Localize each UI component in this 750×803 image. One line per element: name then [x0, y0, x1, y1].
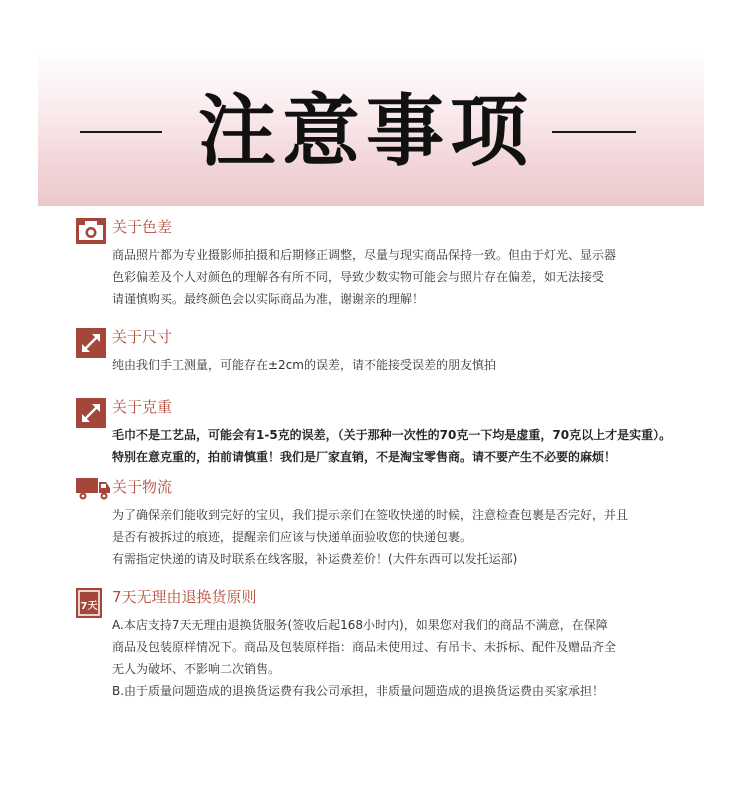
- section-body: [112, 614, 692, 702]
- header-banner: [38, 48, 704, 206]
- title-divider-right: [552, 131, 636, 133]
- resize-arrow-icon: [76, 328, 106, 358]
- section-line: 商品及包装原样情况下。商品及包装原样指：商品未使用过、有吊卡、未拆标、配件及赠品齐全: [112, 640, 617, 654]
- section-line: 无人为破坏、不影响二次销售。: [112, 662, 281, 676]
- section-line: 纯由我们手工测量，可能存在±2cm的误差，请不能接受误差的朋友慎拍: [112, 358, 496, 372]
- camera-icon: [76, 218, 106, 244]
- section-body: [112, 424, 692, 468]
- seven-day-icon-label: 7天: [80, 601, 98, 612]
- section-line: 毛巾不是工艺品，可能会有1-5克的误差，（关于那种一次性的70克一下均是虚重，70克以上才是实重）。: [112, 428, 672, 442]
- section-heading: 关于物流: [112, 478, 173, 496]
- section-line: 色彩偏差及个人对颜色的理解各有所不同，导致少数实物可能会与照片存在偏差，如无法接受: [112, 270, 605, 284]
- section-line: 商品照片都为专业摄影师拍摄和后期修正调整，尽量与现实商品保持一致。但由于灯光、显示器: [112, 248, 617, 262]
- section-line: A.本店支持7天无理由退换货服务(签收后起168小时内)，如果您对我们的商品不满意，在保障: [112, 618, 608, 632]
- resize-arrow-icon: [76, 398, 106, 428]
- section-line: 有需指定快递的请及时联系在线客服，补运费差价！(大件东西可以发托运部): [112, 552, 518, 566]
- section-line: 是否有被拆过的痕迹，提醒亲们应该与快递单面验收您的快递包裹。: [112, 530, 473, 544]
- title-divider-left: [80, 131, 162, 133]
- section-heading: 关于色差: [112, 218, 173, 236]
- section-heading: 7天无理由退换货原则: [112, 588, 257, 606]
- page-title: 注意事项: [197, 87, 534, 177]
- section-line: B.由于质量问题造成的退换货运费有我公司承担，非质量问题造成的退换货运费由买家承担！: [112, 684, 605, 698]
- section-line: 为了确保亲们能收到完好的宝贝，我们提示亲们在签收快递的时候，注意检查包裹是否完好，并且: [112, 508, 629, 522]
- seven-day-icon: [76, 588, 102, 618]
- section-heading: 关于克重: [112, 398, 173, 416]
- section-body: [112, 354, 692, 376]
- section-body: [112, 244, 692, 310]
- section-line: 请谨慎购买。最终颜色会以实际商品为准，谢谢亲的理解！: [112, 292, 425, 306]
- section-heading: 关于尺寸: [112, 328, 173, 346]
- section-line: 特别在意克重的，拍前请慎重！我们是厂家直销，不是淘宝零售商。请不要产生不必要的麻烦！: [112, 450, 617, 464]
- section-body: [112, 504, 692, 570]
- truck-icon: [76, 478, 110, 500]
